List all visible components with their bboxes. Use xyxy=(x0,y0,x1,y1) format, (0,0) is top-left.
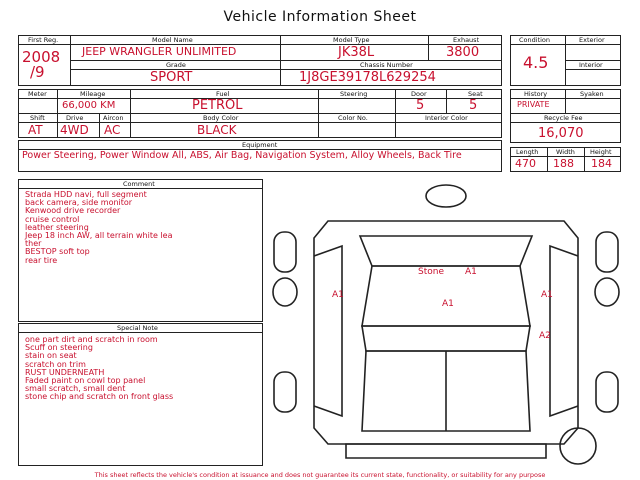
left-side-panel xyxy=(314,246,342,416)
label-shift: Shift xyxy=(30,114,45,122)
equipment-value: Power Steering, Power Window All, ABS, Air Bag, Navigation System, Alloy Wheels, Back Tire xyxy=(22,150,462,161)
label-comment: Comment xyxy=(123,180,155,188)
first-reg-year: 2008 xyxy=(22,48,61,66)
spare-tire-rear xyxy=(560,428,596,464)
condition-grade: 4.5 xyxy=(523,53,549,72)
body-color-value: BLACK xyxy=(197,123,237,137)
comment-line: cruise control xyxy=(25,214,80,224)
recycle-fee-value: 16,070 xyxy=(538,126,584,141)
comment-line: rear tire xyxy=(25,255,58,265)
comment-line: BESTOP soft top xyxy=(25,247,90,257)
model-type-value: JK38L xyxy=(338,45,375,60)
wheel-left-rear xyxy=(274,232,296,272)
stone-mark-label: Stone xyxy=(418,267,444,277)
label-first-reg: First Reg. xyxy=(28,36,59,44)
label-body-color: Body Color xyxy=(203,114,239,122)
comment-line: back camera, side monitor xyxy=(25,198,133,208)
special-note-line: one part dirt and scratch in room xyxy=(25,335,158,344)
label-aircon: Aircon xyxy=(103,114,124,122)
chassis-number-value: 1J8GE39178L629254 xyxy=(299,70,436,85)
special-note-line: Faded paint on cowl top panel xyxy=(25,376,146,386)
fuel-value: PETROL xyxy=(192,98,243,113)
label-recycle-fee: Recycle Fee xyxy=(544,114,583,122)
damage-roof: A1 xyxy=(442,299,454,309)
label-door: Door xyxy=(411,90,427,98)
label-width: Width xyxy=(556,148,575,156)
model-name-value: JEEP WRANGLER UNLIMITED xyxy=(82,45,237,58)
special-note-line: scratch on trim xyxy=(25,359,86,369)
shift-value: AT xyxy=(28,123,43,137)
exhaust-value: 3800 xyxy=(446,45,480,60)
wheel-right-front xyxy=(596,372,618,412)
spare-tire-top xyxy=(426,185,466,207)
comment-line: leather steering xyxy=(25,222,89,232)
seat-value: 5 xyxy=(469,98,478,113)
label-meter: Meter xyxy=(28,90,47,98)
special-note-line: stain on seat xyxy=(25,351,77,361)
stone-mark-code: A1 xyxy=(465,267,477,277)
label-grade: Grade xyxy=(166,61,186,69)
label-interior-color: Interior Color xyxy=(425,114,468,122)
drive-value: 4WD xyxy=(60,123,89,137)
wheel-right-rear xyxy=(596,232,618,272)
special-note-line: Scuff on steering xyxy=(25,343,93,353)
label-height: Height xyxy=(590,148,612,156)
car-damage-diagram xyxy=(268,176,624,468)
label-syaken: Syaken xyxy=(580,90,604,98)
label-exterior: Exterior xyxy=(579,36,605,44)
label-mileage: Mileage xyxy=(80,90,106,98)
wheel-left-front xyxy=(274,372,296,412)
right-side-panel xyxy=(550,246,578,416)
front-bumper xyxy=(346,444,546,458)
label-seat: Seat xyxy=(468,90,483,98)
sheet-title: Vehicle Information Sheet xyxy=(223,9,417,25)
door-value: 5 xyxy=(416,98,425,113)
damage-left-front: A1 xyxy=(332,290,344,300)
label-history: History xyxy=(524,90,548,98)
label-interior: Interior xyxy=(579,61,603,69)
label-model-name: Model Name xyxy=(152,36,193,44)
label-chassis-number: Chassis Number xyxy=(360,61,413,69)
label-color-no: Color No. xyxy=(338,114,368,122)
label-special-note: Special Note xyxy=(117,324,158,332)
cabin-outline xyxy=(360,236,532,266)
special-note-list xyxy=(25,336,173,402)
damage-right-rear: A2 xyxy=(539,331,551,341)
grade-value: SPORT xyxy=(150,70,193,85)
windshield xyxy=(362,326,530,351)
special-note-line: small scratch, small dent xyxy=(25,384,126,394)
width-value: 188 xyxy=(553,157,574,170)
label-condition: Condition xyxy=(519,36,551,44)
label-model-type: Model Type xyxy=(333,36,370,44)
history-value: PRIVATE xyxy=(517,100,550,109)
special-note-line: stone chip and scratch on front glass xyxy=(25,392,174,402)
comment-line: Kenwood drive recorder xyxy=(25,206,121,216)
first-reg-month: /9 xyxy=(30,63,45,81)
mileage-value: 66,000 KM xyxy=(62,100,116,111)
hood-outline xyxy=(362,266,530,326)
comment-line: ther xyxy=(25,239,42,249)
label-length: Length xyxy=(516,148,539,156)
comment-line: Jeep 18 inch AW, all terrain white lea xyxy=(25,231,173,241)
comment-line: Strada HDD navi, full segment xyxy=(25,190,147,199)
disclaimer-footer: This sheet reflects the vehicle's condition at issuance and does not guarantee its current state, functionality, or suitability for any purpose xyxy=(94,471,546,479)
height-value: 184 xyxy=(591,157,612,170)
label-fuel: Fuel xyxy=(216,90,230,98)
label-exhaust: Exhaust xyxy=(453,36,480,44)
aircon-value: AC xyxy=(104,123,121,137)
damage-right-front: A1 xyxy=(541,290,553,300)
special-note-line: RUST UNDERNEATH xyxy=(25,367,105,377)
label-equipment: Equipment xyxy=(242,141,278,149)
comment-list xyxy=(25,191,173,265)
length-value: 470 xyxy=(515,157,536,170)
label-steering: Steering xyxy=(340,90,368,98)
label-drive: Drive xyxy=(66,114,84,122)
